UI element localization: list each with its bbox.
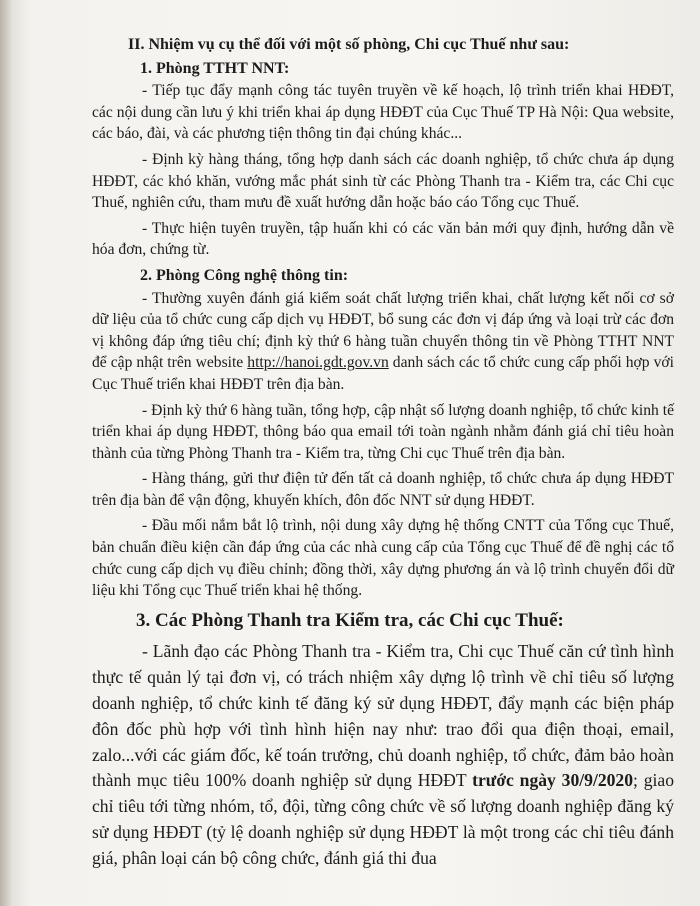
paragraph-text: - Lãnh đạo các Phòng Thanh tra - Kiểm tra, Chi cục Thuế căn cứ tình hình thực tế quản lý tại đơn vị, có trách nhiệm xây dựng lộ trình về chỉ tiêu số lượng doanh nghiệp, tổ chức kinh tế đăng ký sử dụng HĐĐT, đẩy mạnh các biện pháp đôn đốc phù hợp với tình hình hiện nay như: trao đổi qua điện thoại, email, zalo...với các giám đốc, kế toán trưởng, chủ doanh nghiệp, tổ chức, đảm bảo hoàn thành mục tiêu 100% doanh nghiệp sử dụng HĐĐT [92,641,674,791]
website-link[interactable]: http://hanoi.gdt.gov.vn [247,354,389,372]
paragraph-text: ; giao chỉ tiêu tới từng nhóm, tổ, đội, từng công chức về số lượng doanh nghiệp đăng ký sử dụng HĐĐT (tỷ lệ doanh nghiệp sử dụng HĐĐT là một trong các chỉ tiêu đánh giá, phân loại cán bộ công chức, đánh giá thi đua [92,770,675,868]
page-edge-shadow [0,0,12,906]
subsection-1-paragraph: - Định kỳ hàng tháng, tổng hợp danh sách các doanh nghiệp, tổ chức chưa áp dụng HĐĐT, các khó khăn, vướng mắc phát sinh từ các Phòng Thanh tra - Kiểm tra, các Chi cục Thuế, nghiên cứu, tham mưu đề xuất hướng dẫn hoặc báo cáo Tổng cục Thuế. [92,150,674,212]
subsection-3-title: 3. Các Phòng Thanh tra Kiểm tra, các Chi cục Thuế: [136,609,564,631]
subsection-3-paragraph [92,639,674,871]
section-heading: II. Nhiệm vụ cụ thể đối với một số phòng, Chi cục Thuế như sau: [128,36,570,53]
deadline-text: trước ngày 30/9/2020 [472,770,634,791]
subsection-2-title: 2. Phòng Công nghệ thông tin: [140,266,349,284]
document-body [92,34,674,872]
subsection-2-paragraph [92,288,674,396]
subsection-1-paragraph: - Thực hiện tuyên truyền, tập huấn khi có các văn bản mới quy định, hướng dẫn về hóa đơn, chứng từ. [92,219,674,259]
subsection-2-paragraph: - Hàng tháng, gửi thư điện tử đến tất cả doanh nghiệp, tổ chức chưa áp dụng HĐĐT trên địa bàn để vận động, khuyến khích, đôn đốc NNT sử dụng HĐĐT. [92,470,674,509]
subsection-2-paragraph: - Đầu mối nắm bắt lộ trình, nội dung xây dựng hệ thống CNTT của Tổng cục Thuế, bản chuẩn điều kiện cần đáp ứng của các nhà cung cấp của Tổng cục Thuế để đề nghị các tổ chức cung cấp dịch vụ điều chỉnh; đồng thời, xây dựng phương án và lộ trình chuyển đổi dữ liệu khi Tổng cục Thuế triển khai hệ thống. [92,517,674,600]
paragraph-text: - Thường xuyên đánh giá kiểm soát chất lượng triển khai, chất lượng kết nối cơ sở dữ liệu của tổ chức cung cấp dịch vụ HĐĐT, bổ sung các đơn vị đáp ứng và loại trừ các đơn vị không đáp ứng tiêu chí; định kỳ thứ 6 hàng tuần chuyển thông tin về Phòng TTHT NNT để cập nhật trên website [92,289,674,372]
paragraph-text: danh sách các tổ chức cung cấp phối hợp với Cục Thuế triển khai HĐĐT trên địa bàn. [92,354,674,393]
subsection-2-paragraph: - Định kỳ thứ 6 hàng tuần, tổng hợp, cập nhật số lượng doanh nghiệp, tổ chức kinh tế triển khai áp dụng HĐĐT, thông báo qua email tới toàn ngành nhằm đánh giá chỉ tiêu hoàn thành của từng Phòng Thanh tra - Kiểm tra, từng Chi cục Thuế trên địa bàn. [92,401,674,462]
subsection-1-paragraph: - Tiếp tục đẩy mạnh công tác tuyên truyền về kế hoạch, lộ trình triển khai HĐĐT, các nội dung cần lưu ý khi triển khai áp dụng HĐĐT của Cục Thuế TP Hà Nội: Qua website, các báo, đài, và các phương tiện thông tin đại chúng khác... [92,82,674,143]
subsection-1-title: 1. Phòng TTHT NNT: [140,59,290,77]
